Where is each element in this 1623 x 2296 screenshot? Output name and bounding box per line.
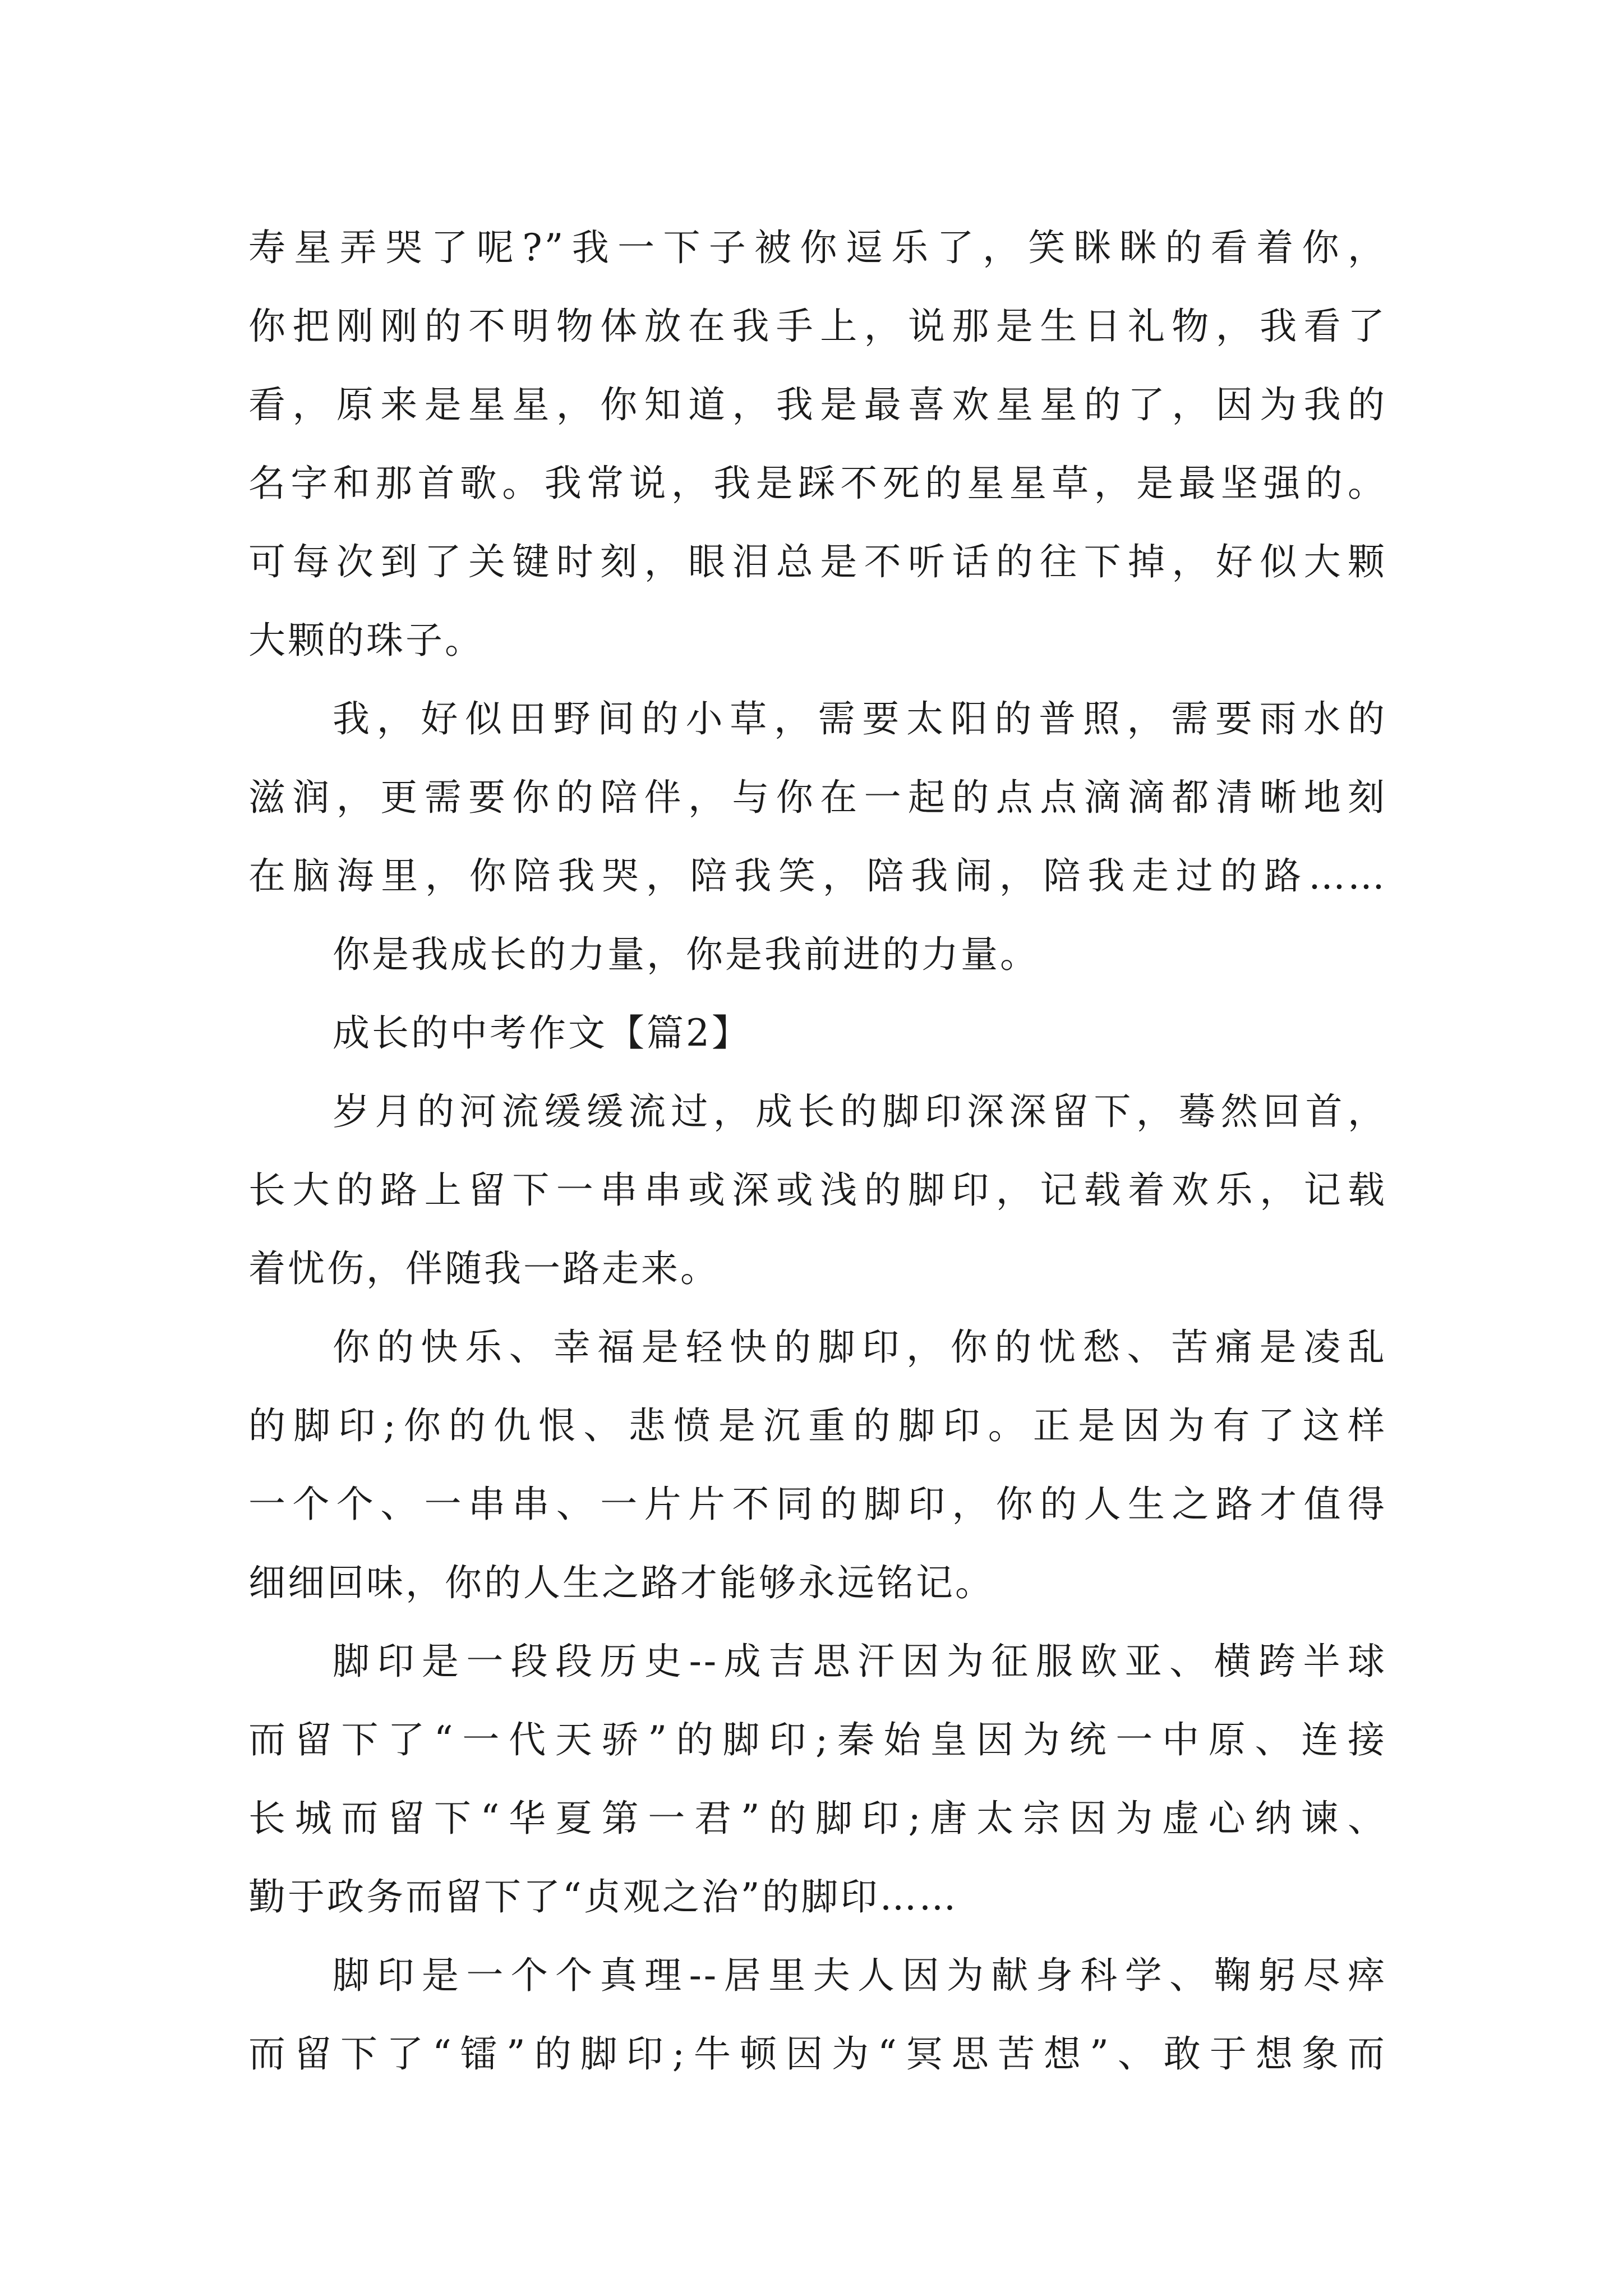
text-line-4: 名字和那首歌。我常说，我是踩不死的星星草，是最坚强的。 xyxy=(248,462,1387,505)
text-line-5: 可每次到了关键时刻，眼泪总是不听话的往下掉，好似大颗 xyxy=(248,540,1387,583)
section-heading: 成长的中考作文【篇2】 xyxy=(333,1011,751,1055)
text-line-2: 你把刚刚的不明物体放在我手上，说那是生日礼物，我看了 xyxy=(248,305,1387,348)
text-line-9: 在脑海里，你陪我哭，陪我笑，陪我闹，陪我走过的路…… xyxy=(248,854,1387,898)
text-line-10: 你是我成长的力量，你是我前进的力量。 xyxy=(333,933,1039,976)
document-body xyxy=(248,209,1387,2093)
text-line-7: 我，好似田野间的小草，需要太阳的普照，需要雨水的 xyxy=(333,697,1387,740)
text-line-17: 一个个、一串串、一片片不同的脚印，你的人生之路才值得 xyxy=(248,1483,1387,1526)
text-line-23: 脚印是一个个真理--居里夫人因为献身科学、鞠躬尽瘁 xyxy=(333,1954,1387,1997)
text-line-3: 看，原来是星星，你知道，我是最喜欢星星的了，因为我的 xyxy=(248,383,1387,426)
text-line-24: 而留下了“镭”的脚印;牛顿因为“冥思苦想”、敢于想象而 xyxy=(248,2032,1387,2076)
text-line-20: 而留下了“一代天骄”的脚印;秦始皇因为统一中原、连接 xyxy=(248,1718,1387,1761)
text-line-13: 长大的路上留下一串串或深或浅的脚印，记载着欢乐，记载 xyxy=(248,1168,1387,1212)
text-line-1: 寿星弄哭了呢?”我一下子被你逗乐了，笑眯眯的看着你， xyxy=(248,226,1387,269)
text-line-6: 大颗的珠子。 xyxy=(248,619,484,662)
text-line-21: 长城而留下“华夏第一君”的脚印;唐太宗因为虚心纳谏、 xyxy=(248,1797,1387,1840)
text-line-18: 细细回味，你的人生之路才能够永远铭记。 xyxy=(248,1561,994,1604)
text-line-14: 着忧伤，伴随我一路走来。 xyxy=(248,1247,720,1290)
text-line-16: 的脚印;你的仇恨、悲愤是沉重的脚印。正是因为有了这样 xyxy=(248,1404,1387,1447)
text-line-12: 岁月的河流缓缓流过，成长的脚印深深留下，蓦然回首， xyxy=(333,1090,1387,1133)
text-line-8: 滋润，更需要你的陪伴，与你在一起的点点滴滴都清晰地刻 xyxy=(248,776,1387,819)
text-line-22: 勤于政务而留下了“贞观之治”的脚印…… xyxy=(248,1875,958,1918)
text-line-19: 脚印是一段段历史--成吉思汗因为征服欧亚、横跨半球 xyxy=(333,1640,1387,1683)
text-line-15: 你的快乐、幸福是轻快的脚印，你的忧愁、苦痛是凌乱 xyxy=(333,1326,1387,1369)
